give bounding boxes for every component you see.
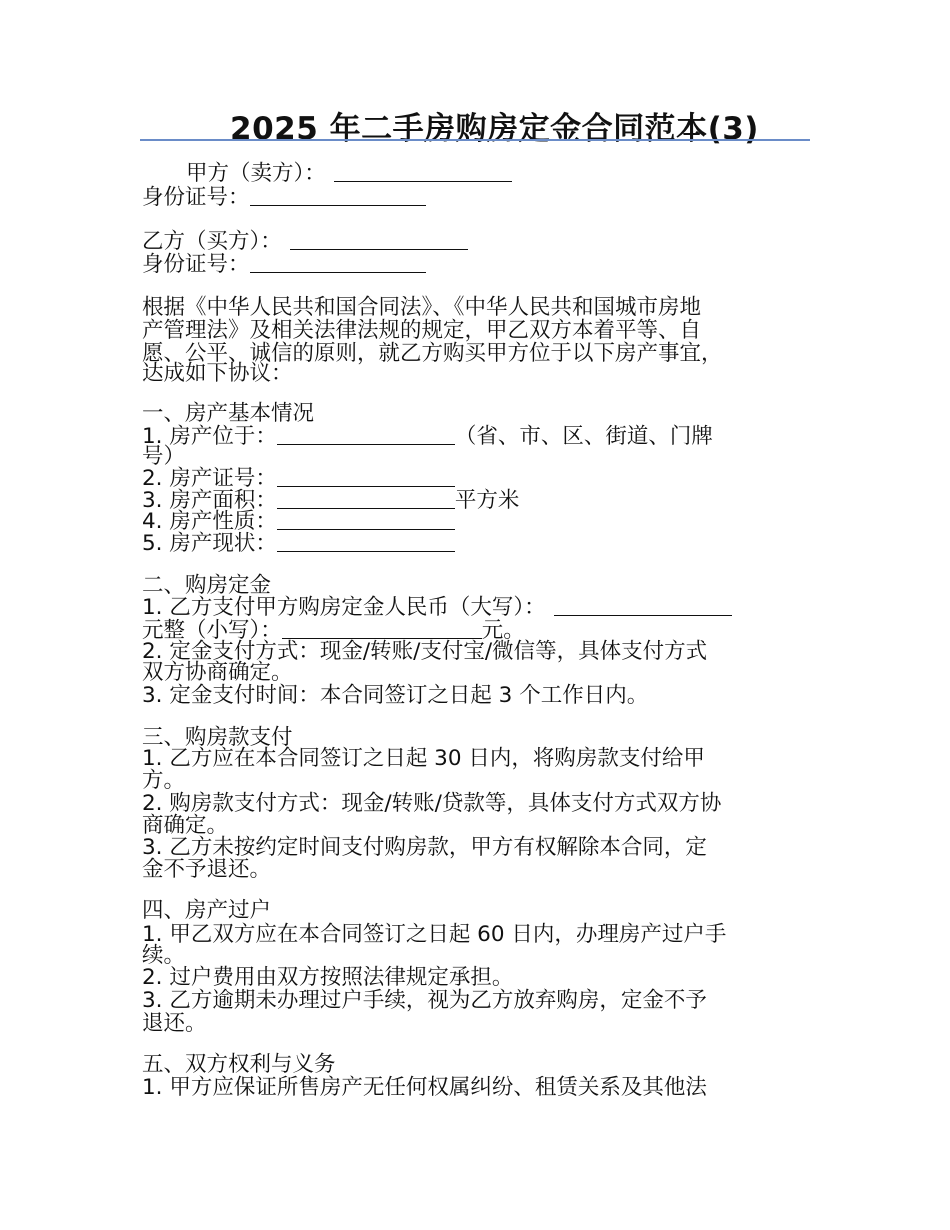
s1-item-1-cont: 号） — [142, 444, 186, 469]
s4-item-1: 1. 甲乙双方应在本合同签订之日起 60 日内，办理房产过户手 — [142, 922, 727, 947]
s4-item-2: 2. 过户费用由双方按照法律规定承担。 — [142, 965, 514, 990]
s1-item-2-label: 2. 房产证号： — [142, 466, 277, 491]
s1-item-1-suffix: （省、市、区、街道、门牌 — [454, 424, 713, 449]
s4-item-1-cont: 续。 — [142, 943, 186, 968]
nature-blank — [277, 511, 455, 530]
party-b-id-label: 身份证号： — [142, 252, 250, 277]
s1-item-3-label: 3. 房产面积： — [142, 488, 277, 513]
s4-item-3: 3. 乙方逾期未办理过户手续，视为乙方放弃购房，定金不予 — [142, 988, 707, 1013]
party-b-id-line — [142, 253, 426, 277]
s1-item-3-unit: 平方米 — [454, 488, 520, 513]
s2-item-1-label: 1. 乙方支付甲方购房定金人民币（大写）： — [142, 595, 546, 620]
s3-item-1: 1. 乙方应在本合同签订之日起 30 日内，将购房款支付给甲 — [142, 746, 705, 771]
party-a-label: 甲方（卖方）： — [186, 161, 326, 186]
s4-item-3-cont: 退还。 — [142, 1011, 207, 1036]
s2-item-2-cont: 双方协商确定。 — [142, 660, 293, 685]
party-a-id-label: 身份证号： — [142, 185, 250, 210]
deposit-lower-blank — [282, 620, 482, 639]
s3-item-1-cont: 方。 — [142, 768, 186, 793]
document-title: 2025 年二手房购房定金合同范本(3) — [230, 111, 759, 147]
section-5-heading: 五、双方权利与义务 — [142, 1052, 336, 1077]
section-4-heading: 四、房产过户 — [142, 898, 272, 923]
s5-item-1: 1. 甲方应保证所售房产无任何权属纠纷、租赁关系及其他法 — [142, 1075, 707, 1100]
s1-item-5 — [142, 532, 455, 556]
party-a-line — [186, 162, 512, 186]
s2-item-1-cont-suffix: 元。 — [481, 618, 525, 643]
party-a-id-line — [142, 186, 426, 210]
certificate-blank — [277, 468, 455, 487]
preamble-line-1: 根据《中华人民共和国合同法》、《中华人民共和国城市房地 — [142, 295, 702, 320]
deposit-upper-blank — [554, 597, 732, 616]
area-blank — [277, 490, 455, 509]
party-b-label: 乙方（买方）： — [142, 229, 282, 254]
s3-item-2-cont: 商确定。 — [142, 813, 229, 838]
s3-item-3: 3. 乙方未按约定时间支付购房款，甲方有权解除本合同，定 — [142, 835, 707, 860]
s1-item-5-label: 5. 房产现状： — [142, 531, 277, 556]
s2-item-2: 2. 定金支付方式：现金/转账/支付宝/微信等，具体支付方式 — [142, 639, 708, 664]
party-b-id-blank — [250, 254, 426, 273]
title-underline — [140, 139, 810, 141]
party-b-blank — [290, 231, 468, 250]
s1-item-4-label: 4. 房产性质： — [142, 509, 277, 534]
section-1-heading: 一、房产基本情况 — [142, 401, 315, 426]
s3-item-2: 2. 购房款支付方式：现金/转账/贷款等，具体支付方式双方协 — [142, 791, 722, 816]
party-b-line — [142, 230, 468, 254]
section-3-heading: 三、购房款支付 — [142, 725, 293, 750]
s2-item-1-cont-label: 元整（小写）： — [142, 618, 282, 643]
preamble-line-3: 愿、公平、诚信的原则，就乙方购买甲方位于以下房产事宜， — [142, 341, 723, 366]
party-a-blank — [334, 163, 512, 182]
s2-item-3: 3. 定金支付时间：本合同签订之日起 3 个工作日内。 — [142, 683, 649, 708]
s2-item-1 — [142, 596, 732, 620]
location-blank — [277, 426, 455, 445]
section-2-heading: 二、购房定金 — [142, 573, 272, 598]
preamble-line-2: 产管理法》及相关法律法规的规定，甲乙双方本着平等、自 — [142, 318, 702, 343]
preamble-line-4: 达成如下协议： — [142, 361, 293, 386]
s1-item-1 — [142, 425, 713, 449]
party-a-id-blank — [250, 187, 426, 206]
s1-item-1-label: 1. 房产位于： — [142, 424, 277, 449]
s3-item-3-cont: 金不予退还。 — [142, 857, 272, 882]
status-blank — [277, 533, 455, 552]
